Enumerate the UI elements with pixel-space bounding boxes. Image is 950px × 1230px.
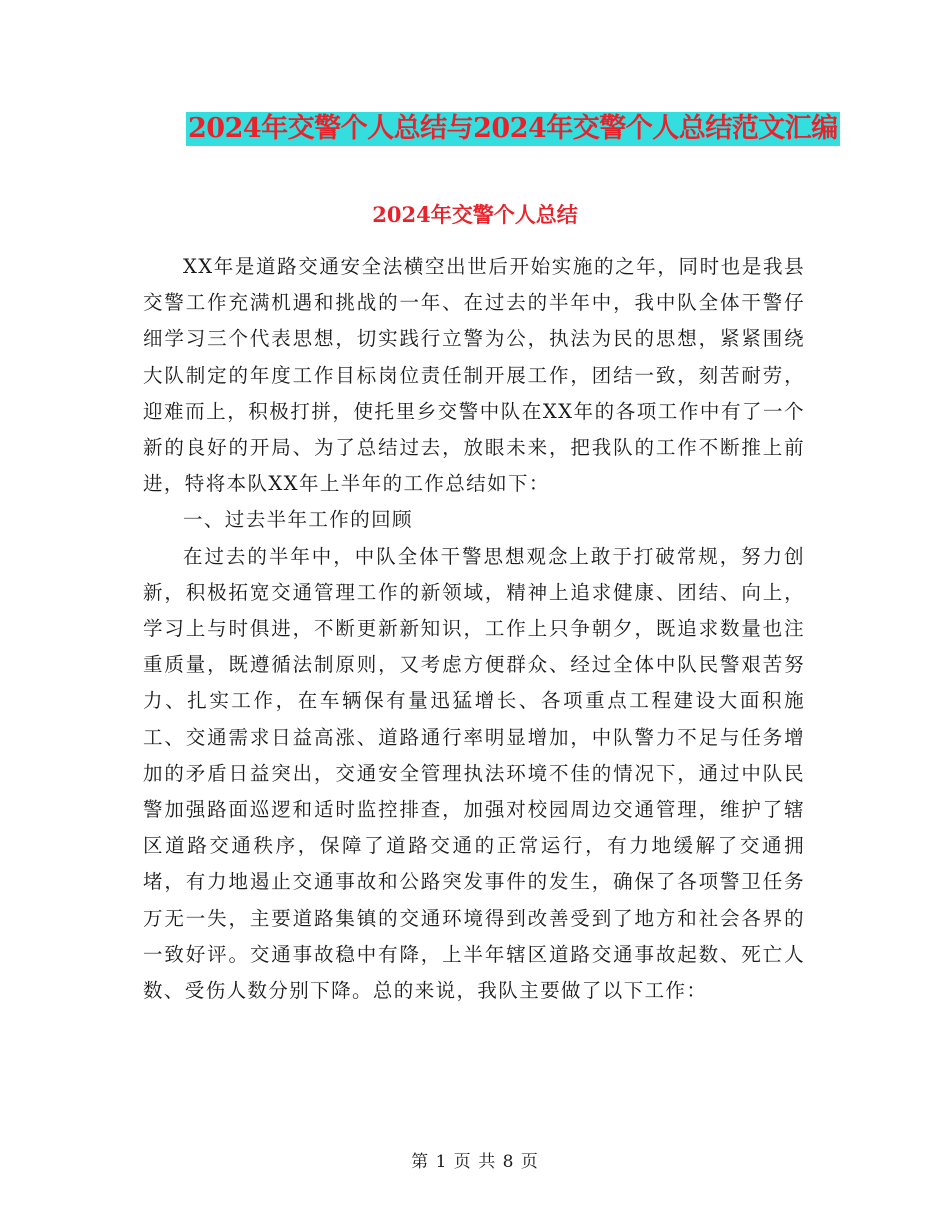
- body-text: [143, 249, 805, 1009]
- paragraph-review: 在过去的半年中，中队全体干警思想观念上敢于打破常规，努力创新，积极拓宽交通管理工作的新领域，精神上追求健康、团结、向上，学习上与时俱进，不断更新新知识，工作上只争朝夕，既追求数量也注重质量，既遵循法制原则，又考虑方便群众、经过全体中队民警艰苦努力、扎实工作，在车辆保有量迅猛增长、各项重点工程建设大面积施工、交通需求日益高涨、道路通行率明显增加，中队警力不足与任务增加的矛盾日益突出，交通安全管理执法环境不佳的情况下，通过中队民警加强路面巡逻和适时监控排查，加强对校园周边交通管理，维护了辖区道路交通秩序，保障了道路交通的正常运行，有力地缓解了交通拥堵，有力地遏止交通事故和公路突发事件的发生，确保了各项警卫任务万无一失，主要道路集镇的交通环境得到改善受到了地方和社会各界的一致好评。交通事故稳中有降，上半年辖区道路交通事故起数、死亡人数、受伤人数分别下降。总的来说，我队主要做了以下工作：: [143, 544, 805, 1003]
- page-footer: 第 1 页 共 8 页: [411, 1152, 539, 1172]
- section-title: 2024年交警个人总结: [372, 202, 578, 227]
- paragraph-intro: XX年是道路交通安全法横空出世后开始实施的之年，同时也是我县交警工作充满机遇和挑战的一年、在过去的半年中，我中队全体干警仔细学习三个代表思想，切实践行立警为公，执法为民的思想，紧紧围绕大队制定的年度工作目标岗位责任制开展工作，团结一致，刻苦耐劳，迎难而上，积极打拼，使托里乡交警中队在XX年的各项工作中有了一个新的良好的开局、为了总结过去，放眼未来，把我队的工作不断推上前进，特将本队XX年上半年的工作总结如下：: [143, 255, 805, 496]
- paragraph-heading-review: 一、过去半年工作的回顾: [183, 508, 413, 532]
- document-title: 2024年交警个人总结与2024年交警个人总结范文汇编: [188, 113, 838, 144]
